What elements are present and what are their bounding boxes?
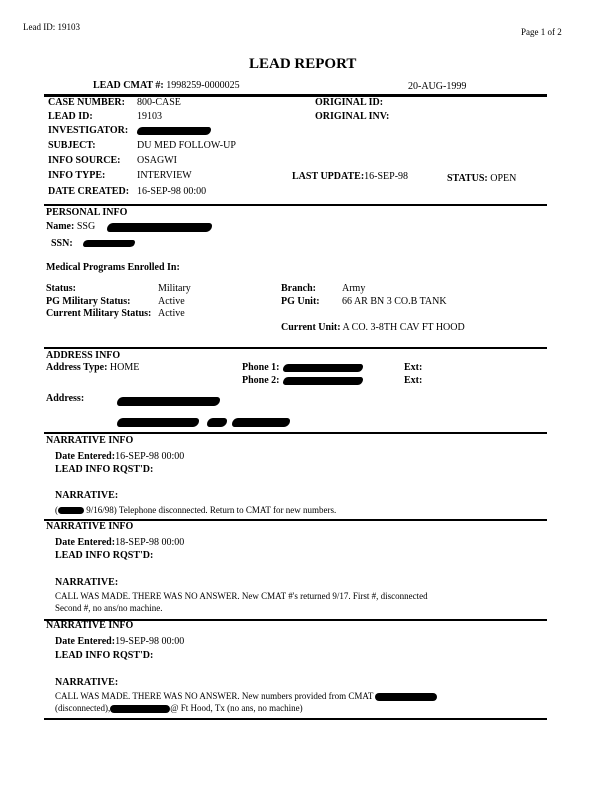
last-update xyxy=(292,171,408,182)
case-number-label: CASE NUMBER: xyxy=(48,97,125,108)
ext1-label: Ext: xyxy=(404,362,423,373)
address-type xyxy=(46,362,139,373)
personal-info-heading: PERSONAL INFO xyxy=(46,207,128,218)
current-unit-label: Current Unit: xyxy=(281,322,341,333)
narrative-open-paren: ( xyxy=(55,505,58,515)
last-update-value: 16-SEP-98 xyxy=(364,171,409,182)
last-update-label: LAST UPDATE: xyxy=(292,171,365,182)
narrative-line xyxy=(55,703,303,713)
divider xyxy=(44,432,547,434)
name-label: Name: xyxy=(46,221,75,232)
subject-label: SUBJECT: xyxy=(48,140,96,151)
name-row xyxy=(46,221,95,232)
cmat-value: 1998259-0000025 xyxy=(166,80,240,91)
phone2-label: Phone 2: xyxy=(242,375,280,386)
subject-value: DU MED FOLLOW-UP xyxy=(137,140,236,151)
status-badge: OPEN xyxy=(490,173,517,184)
branch-label: Branch: xyxy=(281,283,316,294)
lead-id-value: 19103 xyxy=(137,111,162,122)
redaction xyxy=(207,418,227,427)
report-date: 20-AUG-1999 xyxy=(408,81,467,92)
status xyxy=(447,173,516,184)
narrative-text: @ Ft Hood, Tx (no ans, no machine) xyxy=(170,703,303,713)
ssn-label: SSN: xyxy=(51,238,73,249)
current-military-status-value: Active xyxy=(158,308,185,319)
divider xyxy=(44,718,547,720)
address-type-value: HOME xyxy=(109,362,140,373)
ext2-label: Ext: xyxy=(404,375,423,386)
date-entered xyxy=(55,451,184,462)
date-entered-label: Date Entered: xyxy=(55,537,116,548)
info-source-label: INFO SOURCE: xyxy=(48,155,121,166)
redaction xyxy=(137,127,211,135)
date-entered-value: 18-SEP-98 00:00 xyxy=(115,537,185,548)
branch-value: Army xyxy=(342,283,366,294)
info-type-label: INFO TYPE: xyxy=(48,170,106,181)
narrative-text: (disconnected), xyxy=(55,703,111,713)
investigator-label: INVESTIGATOR: xyxy=(48,125,129,136)
redaction xyxy=(232,418,290,427)
redaction xyxy=(283,377,363,385)
name-value: SSG xyxy=(76,221,96,232)
page-number: Page 1 of 2 xyxy=(521,27,562,37)
redaction xyxy=(58,507,84,514)
redaction xyxy=(117,397,220,406)
narrative-info-heading: NARRATIVE INFO xyxy=(46,620,134,631)
header-lead-id: Lead ID: 19103 xyxy=(23,22,80,32)
narrative-text: CALL WAS MADE. THERE WAS NO ANSWER. New numbers provided from CMAT xyxy=(55,691,374,701)
phone1-label: Phone 1: xyxy=(242,362,280,373)
narrative-line: 9/16/98) Telephone disconnected. Return to CMAT for new numbers. xyxy=(84,505,337,515)
date-entered-value: 19-SEP-98 00:00 xyxy=(115,636,185,647)
original-inv-label: ORIGINAL INV: xyxy=(315,111,390,122)
narrative-line: CALL WAS MADE. THERE WAS NO ANSWER. New CMAT #'s returned 9/17. First #, disconnected xyxy=(55,591,428,601)
status-field-value: Military xyxy=(158,283,191,294)
info-type-value: INTERVIEW xyxy=(137,170,192,181)
pg-unit-value: 66 AR BN 3 CO.B TANK xyxy=(342,296,447,307)
lead-info-rqstd-label: LEAD INFO RQST'D: xyxy=(55,650,154,661)
divider xyxy=(44,347,547,349)
case-number-value: 800-CASE xyxy=(137,97,181,108)
current-unit-value: A CO. 3-8TH CAV FT HOOD xyxy=(342,322,465,333)
original-id-label: ORIGINAL ID: xyxy=(315,97,384,108)
redaction xyxy=(83,240,135,247)
narrative-info-heading: NARRATIVE INFO xyxy=(46,521,134,532)
narrative-label: NARRATIVE: xyxy=(55,677,119,688)
pg-military-status-value: Active xyxy=(158,296,185,307)
date-entered-label: Date Entered: xyxy=(55,451,116,462)
address-info-heading: ADDRESS INFO xyxy=(46,350,121,361)
redaction xyxy=(117,418,199,427)
current-unit xyxy=(281,322,465,333)
date-created-label: DATE CREATED: xyxy=(48,186,130,197)
narrative-info-heading: NARRATIVE INFO xyxy=(46,435,134,446)
cmat-label: LEAD CMAT #: xyxy=(93,80,164,91)
address-type-label: Address Type: xyxy=(46,362,108,373)
date-entered-label: Date Entered: xyxy=(55,636,116,647)
redaction xyxy=(283,364,363,372)
address-label: Address: xyxy=(46,393,85,404)
date-entered xyxy=(55,636,184,647)
narrative-label: NARRATIVE: xyxy=(55,577,119,588)
redaction xyxy=(110,705,170,713)
narrative-line xyxy=(55,691,437,701)
current-military-status-label: Current Military Status: xyxy=(46,308,152,319)
redaction xyxy=(375,693,437,701)
page-title: LEAD REPORT xyxy=(249,56,357,72)
redaction xyxy=(107,223,212,232)
medical-programs-label: Medical Programs Enrolled In: xyxy=(46,262,180,273)
status-field-label: Status: xyxy=(46,283,77,294)
info-source-value: OSAGWI xyxy=(137,155,177,166)
narrative-text xyxy=(55,505,336,515)
divider xyxy=(44,204,547,206)
date-entered xyxy=(55,537,184,548)
lead-id-label: LEAD ID: xyxy=(48,111,93,122)
cmat-row xyxy=(93,80,240,91)
lead-info-rqstd-label: LEAD INFO RQST'D: xyxy=(55,550,154,561)
date-entered-value: 16-SEP-98 00:00 xyxy=(115,451,185,462)
pg-unit-label: PG Unit: xyxy=(281,296,320,307)
status-label: STATUS: xyxy=(447,173,488,184)
lead-info-rqstd-label: LEAD INFO RQST'D: xyxy=(55,464,154,475)
date-created-value: 16-SEP-98 00:00 xyxy=(137,186,207,197)
narrative-line: Second #, no ans/no machine. xyxy=(55,603,163,613)
pg-military-status-label: PG Military Status: xyxy=(46,296,131,307)
narrative-label: NARRATIVE: xyxy=(55,490,119,501)
